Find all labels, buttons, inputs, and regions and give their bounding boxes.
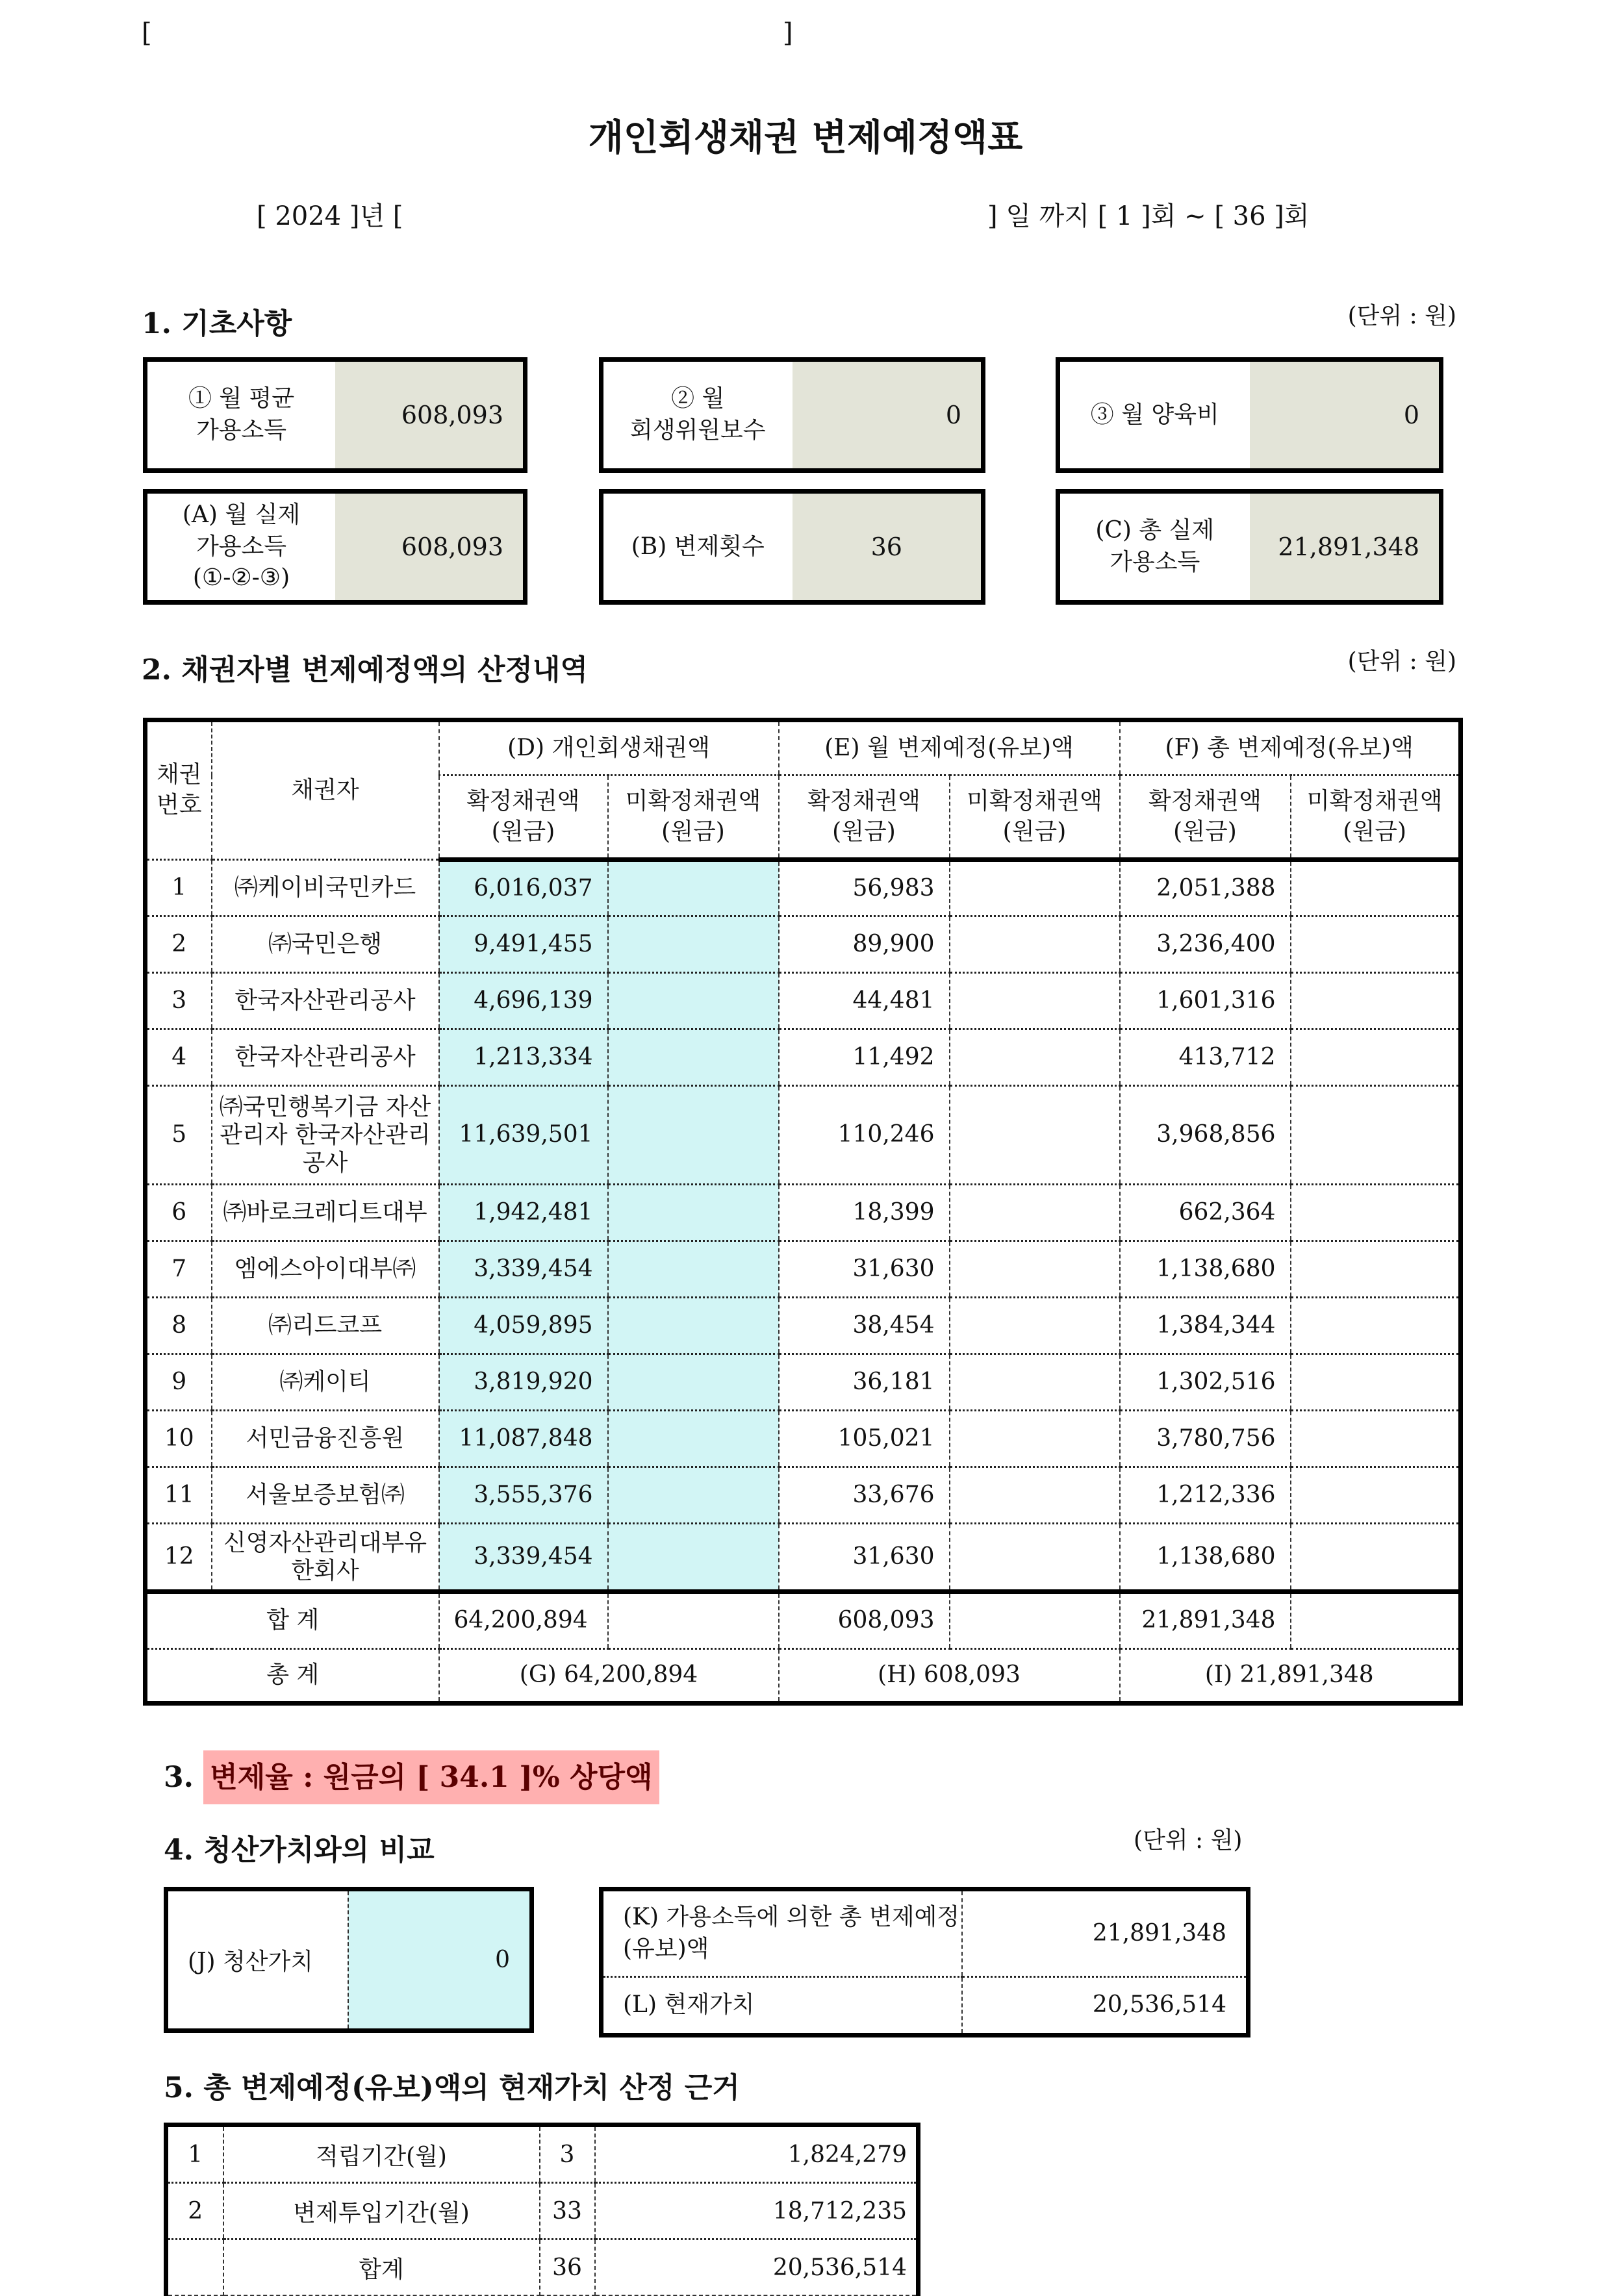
row-d-unconfirmed	[608, 1029, 779, 1086]
row-d-confirmed: 3,339,454	[439, 1241, 608, 1298]
row-e-unconfirmed	[950, 1354, 1120, 1411]
subtotal-d-unconfirmed	[608, 1592, 779, 1649]
row-f-confirmed: 1,138,680	[1120, 1524, 1291, 1592]
basis-no	[166, 2239, 223, 2296]
row-f-confirmed: 1,601,316	[1120, 973, 1291, 1029]
section2-unit: (단위 : 원)	[1347, 648, 1456, 675]
row-f-confirmed: 662,364	[1120, 1185, 1291, 1241]
row-e-confirmed: 38,454	[779, 1298, 950, 1354]
basis-row	[166, 2239, 919, 2296]
box-label: (C) 총 실제 가용소득	[1095, 517, 1215, 575]
row-no: 10	[146, 1411, 212, 1467]
row-f-confirmed: 1,212,336	[1120, 1467, 1291, 1524]
row-d-unconfirmed	[608, 1411, 779, 1467]
basis-amount: 18,712,235	[595, 2183, 919, 2239]
row-e-unconfirmed	[950, 1298, 1120, 1354]
row-d-confirmed: 4,696,139	[439, 973, 608, 1029]
subtotal-e-confirmed: 608,093	[779, 1592, 950, 1649]
subtotal-label: 합 계	[146, 1592, 439, 1649]
row-e-unconfirmed	[950, 1086, 1120, 1185]
section4-unit: (단위 : 원)	[1134, 1827, 1243, 1854]
k-value: 21,891,348	[962, 1889, 1249, 1977]
row-f-unconfirmed	[1291, 1411, 1461, 1467]
subheader-confirmed: 확정채권액 (원금)	[1120, 776, 1291, 860]
creditor-row	[146, 1467, 1461, 1524]
creditor-row	[146, 1241, 1461, 1298]
row-d-confirmed: 1,942,481	[439, 1185, 608, 1241]
creditor-row	[146, 1086, 1461, 1185]
repayment-count-box	[599, 489, 985, 605]
present-value-basis-table	[164, 2123, 920, 2296]
grand-total-row	[146, 1649, 1461, 1704]
box-value: 608,093	[335, 494, 523, 600]
row-e-confirmed: 44,481	[779, 973, 950, 1029]
row-e-unconfirmed	[950, 973, 1120, 1029]
row-no: 2	[146, 916, 212, 973]
row-f-confirmed: 1,138,680	[1120, 1241, 1291, 1298]
subtotal-row	[146, 1592, 1461, 1649]
box-value: 36	[793, 494, 982, 600]
row-e-unconfirmed	[950, 1029, 1120, 1086]
j-label: (J) 청산가치	[188, 1949, 314, 1975]
row-e-confirmed: 31,630	[779, 1524, 950, 1592]
grand-total-i: (I) 21,891,348	[1120, 1649, 1461, 1704]
basis-label: 변제투입기간(월)	[223, 2183, 540, 2239]
row-f-unconfirmed	[1291, 916, 1461, 973]
row-d-unconfirmed	[608, 1524, 779, 1592]
row-e-confirmed: 31,630	[779, 1241, 950, 1298]
actual-income-box	[143, 489, 527, 605]
basis-months: 3	[540, 2125, 595, 2183]
row-creditor: ㈜리드코프	[212, 1298, 439, 1354]
row-creditor: 서민금융진흥원	[212, 1411, 439, 1467]
row-f-unconfirmed	[1291, 1185, 1461, 1241]
row-d-unconfirmed	[608, 860, 779, 916]
row-creditor: ㈜케이티	[212, 1354, 439, 1411]
section1-unit: (단위 : 원)	[1347, 303, 1456, 329]
box-value: 21,891,348	[1250, 494, 1440, 600]
date-line-right: ] 일 까지 [ 1 ]회 ~ [ 36 ]회	[987, 201, 1310, 231]
l-value: 20,536,514	[962, 1977, 1249, 2036]
row-f-unconfirmed	[1291, 1241, 1461, 1298]
row-f-unconfirmed	[1291, 973, 1461, 1029]
row-f-unconfirmed	[1291, 1029, 1461, 1086]
section5-heading: 5. 총 변제예정(유보)액의 현재가치 산정 근거	[164, 2071, 740, 2104]
basis-label: 합계	[223, 2239, 540, 2296]
header-group-d: (D) 개인회생채권액	[439, 720, 779, 776]
grand-total-h: (H) 608,093	[779, 1649, 1120, 1704]
row-f-unconfirmed	[1291, 1086, 1461, 1185]
monthly-avg-income-box	[143, 357, 527, 473]
row-d-unconfirmed	[608, 1086, 779, 1185]
grand-total-g: (G) 64,200,894	[439, 1649, 779, 1704]
row-d-confirmed: 3,339,454	[439, 1524, 608, 1592]
section3-prefix: 3.	[164, 1761, 194, 1794]
row-f-confirmed: 1,302,516	[1120, 1354, 1291, 1411]
row-f-confirmed: 3,236,400	[1120, 916, 1291, 973]
l-label: (L) 현재가치	[602, 1977, 962, 2036]
liquidation-value-table	[164, 1887, 534, 2033]
row-f-confirmed: 2,051,388	[1120, 860, 1291, 916]
row-creditor: 한국자산관리공사	[212, 973, 439, 1029]
creditor-row	[146, 1298, 1461, 1354]
row-creditor: ㈜바로크레디트대부	[212, 1185, 439, 1241]
present-value-table	[599, 1887, 1250, 2037]
basis-no: 2	[166, 2183, 223, 2239]
row-e-unconfirmed	[950, 1185, 1120, 1241]
basis-amount: 20,536,514	[595, 2239, 919, 2296]
creditor-row	[146, 1029, 1461, 1086]
row-d-unconfirmed	[608, 1241, 779, 1298]
row-creditor: ㈜국민행복기금 자산관리자 한국자산관리공사	[212, 1086, 439, 1185]
row-creditor: 엠에스아이대부㈜	[212, 1241, 439, 1298]
subheader-unconfirmed: 미확정채권액 (원금)	[608, 776, 779, 860]
creditor-row	[146, 1524, 1461, 1592]
row-e-confirmed: 36,181	[779, 1354, 950, 1411]
subtotal-f-unconfirmed	[1291, 1592, 1461, 1649]
box-label: ① 월 평균 가용소득	[188, 385, 295, 444]
row-no: 12	[146, 1524, 212, 1592]
row-no: 8	[146, 1298, 212, 1354]
header-group-e: (E) 월 변제예정(유보)액	[779, 720, 1120, 776]
row-d-confirmed: 11,639,501	[439, 1086, 608, 1185]
row-e-unconfirmed	[950, 1524, 1120, 1592]
section1-heading: 1. 기초사항	[142, 307, 292, 340]
row-creditor: 한국자산관리공사	[212, 1029, 439, 1086]
subheader-unconfirmed: 미확정채권액 (원금)	[1291, 776, 1461, 860]
row-f-unconfirmed	[1291, 1467, 1461, 1524]
basis-months: 36	[540, 2239, 595, 2296]
row-d-confirmed: 1,213,334	[439, 1029, 608, 1086]
basis-label: 적립기간(월)	[223, 2125, 540, 2183]
row-d-unconfirmed	[608, 973, 779, 1029]
basis-row	[166, 2125, 919, 2183]
row-d-unconfirmed	[608, 916, 779, 973]
row-e-confirmed: 56,983	[779, 860, 950, 916]
row-d-unconfirmed	[608, 1298, 779, 1354]
header-no: 채권 번호	[146, 720, 212, 860]
row-e-unconfirmed	[950, 1241, 1120, 1298]
row-no: 3	[146, 973, 212, 1029]
row-e-confirmed: 105,021	[779, 1411, 950, 1467]
box-label: (A) 월 실제 가용소득 (①-②-③)	[182, 501, 301, 592]
row-e-unconfirmed	[950, 1411, 1120, 1467]
row-no: 4	[146, 1029, 212, 1086]
box-value: 0	[793, 362, 982, 468]
row-f-confirmed: 413,712	[1120, 1029, 1291, 1086]
row-d-confirmed: 3,819,920	[439, 1354, 608, 1411]
row-e-confirmed: 110,246	[779, 1086, 950, 1185]
basis-months: 33	[540, 2183, 595, 2239]
grand-total-label: 총 계	[146, 1649, 439, 1704]
row-f-confirmed: 3,968,856	[1120, 1086, 1291, 1185]
subheader-confirmed: 확정채권액 (원금)	[439, 776, 608, 860]
subtotal-d-confirmed: 64,200,894	[439, 1592, 608, 1649]
row-d-confirmed: 4,059,895	[439, 1298, 608, 1354]
box-value: 608,093	[335, 362, 523, 468]
section3-line	[164, 1754, 659, 1795]
creditor-row	[146, 1354, 1461, 1411]
row-e-confirmed: 11,492	[779, 1029, 950, 1086]
row-e-unconfirmed	[950, 1467, 1120, 1524]
row-f-unconfirmed	[1291, 1298, 1461, 1354]
page-title: 개인회생채권 변제예정액표	[588, 116, 1023, 159]
trustee-fee-box	[599, 357, 985, 473]
row-creditor: ㈜케이비국민카드	[212, 860, 439, 916]
k-label: (K) 가용소득에 의한 총 변제예정(유보)액	[602, 1889, 962, 1977]
box-label: (B) 변제횟수	[631, 533, 765, 560]
top-bracket-open: [	[142, 18, 152, 48]
row-d-confirmed: 3,555,376	[439, 1467, 608, 1524]
box-label: ③ 월 양육비	[1090, 401, 1219, 428]
row-f-unconfirmed	[1291, 860, 1461, 916]
subheader-unconfirmed: 미확정채권액 (원금)	[950, 776, 1120, 860]
creditor-row	[146, 860, 1461, 916]
section4-heading: 4. 청산가치와의 비교	[164, 1834, 435, 1867]
child-support-box	[1056, 357, 1443, 473]
row-d-confirmed: 11,087,848	[439, 1411, 608, 1467]
subtotal-e-unconfirmed	[950, 1592, 1120, 1649]
creditor-row	[146, 916, 1461, 973]
row-no: 1	[146, 860, 212, 916]
row-d-confirmed: 9,491,455	[439, 916, 608, 973]
basis-no: 1	[166, 2125, 223, 2183]
top-bracket-close: ]	[783, 18, 793, 48]
header-group-f: (F) 총 변제예정(유보)액	[1120, 720, 1461, 776]
row-creditor: ㈜국민은행	[212, 916, 439, 973]
box-label: ② 월 회생위원보수	[629, 385, 766, 444]
basis-amount: 1,824,279	[595, 2125, 919, 2183]
date-line-left: [ 2024 ]년 [	[257, 201, 403, 231]
row-d-confirmed: 6,016,037	[439, 860, 608, 916]
row-d-unconfirmed	[608, 1354, 779, 1411]
creditor-row	[146, 1185, 1461, 1241]
row-f-confirmed: 3,780,756	[1120, 1411, 1291, 1467]
row-f-unconfirmed	[1291, 1524, 1461, 1592]
header-creditor: 채권자	[212, 720, 439, 860]
j-value: 0	[348, 1889, 532, 2031]
row-d-unconfirmed	[608, 1467, 779, 1524]
creditor-row	[146, 1411, 1461, 1467]
row-no: 7	[146, 1241, 212, 1298]
box-value: 0	[1250, 362, 1440, 468]
row-no: 6	[146, 1185, 212, 1241]
creditor-row	[146, 973, 1461, 1029]
row-e-unconfirmed	[950, 860, 1120, 916]
row-creditor: 신영자산관리대부유한회사	[212, 1524, 439, 1592]
row-e-confirmed: 33,676	[779, 1467, 950, 1524]
subtotal-f-confirmed: 21,891,348	[1120, 1592, 1291, 1649]
row-e-confirmed: 89,900	[779, 916, 950, 973]
row-creditor: 서울보증보험㈜	[212, 1467, 439, 1524]
basis-row	[166, 2183, 919, 2239]
row-f-unconfirmed	[1291, 1354, 1461, 1411]
repayment-rate-highlight: 변제율 : 원금의 [ 34.1 ]% 상당액	[203, 1750, 659, 1804]
total-actual-income-box	[1056, 489, 1443, 605]
row-e-unconfirmed	[950, 916, 1120, 973]
row-no: 11	[146, 1467, 212, 1524]
row-f-confirmed: 1,384,344	[1120, 1298, 1291, 1354]
row-no: 5	[146, 1086, 212, 1185]
row-no: 9	[146, 1354, 212, 1411]
row-e-confirmed: 18,399	[779, 1185, 950, 1241]
creditor-table	[143, 718, 1463, 1706]
subheader-confirmed: 확정채권액 (원금)	[779, 776, 950, 860]
section2-heading: 2. 채권자별 변제예정액의 산정내역	[142, 653, 588, 687]
row-d-unconfirmed	[608, 1185, 779, 1241]
